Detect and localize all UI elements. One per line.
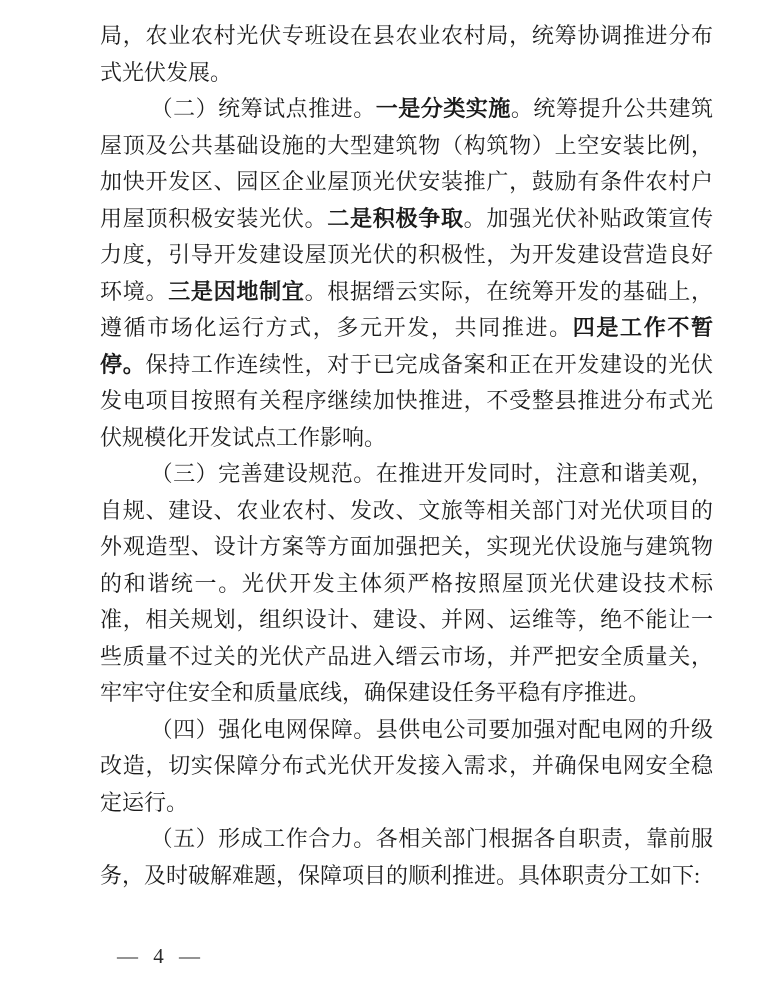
text-run-kai: （四）强化电网保障。: [150, 716, 376, 742]
text-run-bold: 三是因地制宜: [168, 278, 305, 304]
text-run-normal: 。加强光伏补贴政策宣传力度，引导开发建设屋顶光伏的积极性，为开发建设营造良好环境。: [100, 205, 713, 304]
text-run-bold: 四是工作不暂停。: [100, 315, 713, 377]
text-run-normal: 保持工作连续性，对于已完成备案和正在开发建设的光伏发电项目按照有关程序继续加快推进，不受整县推进分布式光伏规模化开发试点工作影响。: [100, 351, 713, 450]
text-run-normal: 县供电公司要加强对配电网的升级改造，切实保障分布式光伏开发接入需求，并确保电网安全稳定运行。: [100, 716, 713, 815]
paragraph: [100, 91, 713, 456]
text-run-kai: （三）完善建设规范。: [150, 461, 376, 486]
page-number: — 4 —: [117, 944, 202, 968]
text-run-normal: 在推进开发同时，注意和谐美观，自规、建设、农业农村、发改、文旅等相关部门对光伏项目的外观造型、设计方案等方面加强把关，实现光伏设施与建筑物的和谐统一。光伏开发主体须严格按照屋顶光伏建设技术标准，相关规划，组织设计、建设、并网、运维等，绝不能让一些质量不过关的光伏产品进入缙云市场，并严把安全质量关，牢牢守住安全和质量底线，确保建设任务平稳有序推进。: [100, 461, 713, 705]
text-run-bold: 二是积极争取: [327, 205, 464, 231]
text-run-normal: 各相关部门根据各自职责，靠前服务，及时破解难题，保障项目的顺利推进。具体职责分工如下:: [100, 826, 713, 888]
text-run-normal: 。统筹提升公共建筑屋顶及公共基础设施的大型建筑物（构筑物）上空安装比例，加快开发区、园区企业屋顶光伏安装推广，鼓励有条件农村户用屋顶积极安装光伏。: [100, 96, 713, 231]
text-run-bold: 一是分类实施: [375, 96, 511, 121]
paragraph: [100, 821, 713, 894]
text-run-kai: （二）统筹试点推进。: [150, 96, 376, 121]
text-run-normal: 。根据缙云实际，在统筹开发的基础上，遵循市场化运行方式，多元开发，共同推进。: [100, 278, 713, 340]
paragraph: [100, 18, 713, 91]
paragraph: [100, 712, 713, 822]
text-run-normal: 局，农业农村光伏专班设在县农业农村局，统筹协调推进分布式光伏发展。: [100, 23, 713, 85]
document-body: [100, 18, 713, 894]
paragraph: [100, 456, 713, 712]
text-run-kai: （五）形成工作合力。: [150, 826, 376, 851]
